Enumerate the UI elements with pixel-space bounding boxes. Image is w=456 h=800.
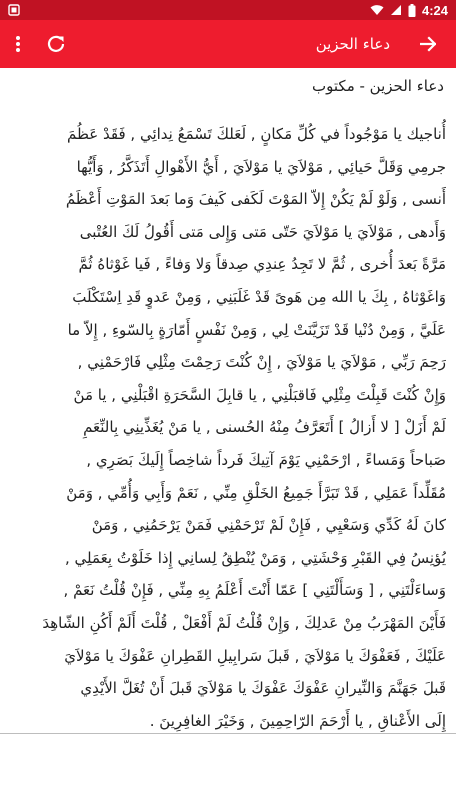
prayer-text [8,118,446,737]
prayer-line: مُقَلِّداً عَمَلِي , قَدْ تَبَرَّأَ جَمِيعُ الخَلْقِ مِنِّي , نَعَمْ وَأَبِي وَأُمِّي , وَمَنْ [66,483,446,502]
prayer-line: وَاغَوْثاهُ , بِكَ يا الله مِن هَوىً قَدْ غَلَبَنِي , وَمِنْ عَدوٍ قَدِ اِسْتَكْلَبَ [72,287,446,306]
prayer-line: رَحِمَ رَبِّي , مَوْلاَيَ يا مَوْلاَيَ , إِنْ كُنْتَ رَحِمْتَ مِثْلِي فَارْحَمْنِي , [77,353,446,372]
prayer-line: أَنسى , وَلَوْ لَمْ يَكُنْ إِلاّ المَوْتَ لَكَفى كَيفَ وَما بَعدَ المَوْتِ أَعْظَمُ [65,190,446,209]
app-title: دعاء الحزين [315,35,390,53]
prayer-line: يُؤنِسُ فِي القَبْرِ وَحْشَتِي , وَمَنْ يُنْطِقُ لِسانِي إِذا خَلَوْتُ بِعَمَلِي , [64,548,446,567]
prayer-line: أُناجيك يا مَوْجُوداً في كُلِّ مَكانٍ , لَعَلكَ تَسْمَعُ نِدائِي , فَقَدْ عَظُمَ [67,125,446,143]
prayer-line: لَمْ أَزَلْ [ لا أَزالُ ] أَتَعَرَّفُ مِنْهُ الحُسنى , يا مَنْ يُغَذِّينِي بِالنِّعَمِ [83,418,446,437]
back-button[interactable] [408,20,448,68]
status-bar [0,0,456,20]
prayer-line: جرمِي وَقَلَّ حَيائِي , مَوْلاَيَ يا مَوْلاَيَ , أَيُّ الأَهْوالِ أَتَذَكَّرُ , وَأَيُّها [76,157,446,176]
prayer-line: صَباحاً وَمَساءً , ارْحَمْنِي يَوْمَ آتِيكَ فَرداً شاخِصاً إِلَيكَ بَصَرِي , [86,450,446,469]
arrow-right-icon [420,36,436,52]
content-area[interactable] [0,68,456,800]
prayer-line: إِلَى الأَعْناقِ , يا أَرْحَمَ الرّاحِمِينَ , وَخَيْرَ الغافِرِينَ . [149,711,446,730]
refresh-button[interactable] [36,20,76,68]
battery-icon [408,4,416,17]
prayer-line: فَأَيْنَ المَهْرَبُ مِنْ عَدلِكَ , وَإِنْ قُلْتُ لَمْ أَفْعَلْ , قُلْتَ أَلَمْ أَكُنِ الشّاهِدَ [42,613,446,632]
prayer-line: مَرَّةً بَعدَ أُخرى , ثُمَّ لا تَجِدُ عِندِي صِدقاً وَلا وَفاءً , فَيا غَوْثاهُ ثُمَّ [78,255,446,274]
content-divider [0,733,456,734]
status-time: 4:24 [421,2,448,18]
prayer-line: كانَ لَهُ كَدِّي وَسَعْيِي , فَإِنْ لَمْ تَرْحَمْنِي فَمَنْ يَرْحَمُنِي , وَمَنْ [91,516,446,535]
refresh-icon [47,35,65,53]
prayer-line: قَبلَ جَهَنَّمَ وَالنِّيرانِ عَفْوَكَ عَفْوَكَ يا مَوْلاَيَ قَبلَ أَنْ تُغَلَّ الأَيْدِي [80,679,446,698]
more-vertical-icon [15,35,21,53]
prayer-line: وَأَدهى , مَوْلاَيَ يا مَوْلاَيَ حَتّى مَتى وَإِلى مَتى أَقُولُ لَكَ العُتْبى [79,222,446,241]
prayer-line: عَلَيْكَ , فَعَفْوَكَ يا مَوْلاَيَ , قَبلَ سَرابِيلِ القَطِرانِ عَفْوَكَ يا مَوْلاَيَ [64,646,446,665]
app-bar [0,20,456,68]
page-heading: دعاء الحزين - مكتوب [312,77,444,95]
wifi-icon [370,4,384,16]
signal-icon [390,4,402,16]
overflow-menu-button[interactable] [0,20,36,68]
notification-square-icon [8,4,20,16]
prayer-line: وَإِنْ كُنْتَ قَبِلْتَ مِثْلِي فَاقبَلْنِي , يا قابِلَ السَّحَرَةِ اقْبَلْنِي , يا مَنْ [73,385,446,404]
prayer-line: عَلَيَّ , وَمِنْ دُنْيا قَدْ تَزَيَّنَتْ لِي , وَمِنْ نَفْسٍ أَمّارَةٍ بِالسّوءِ , إِلاّ ما [67,320,446,339]
status-icons [370,0,448,20]
prayer-line: وَساءَلْتَنِي , [ وَسَأَلْتَنِي ] عَمّا أَنْتَ أَعْلَمُ بِهِ مِنِّي , فَإِنْ قُلْتُ نَعَمْ , [63,581,446,600]
